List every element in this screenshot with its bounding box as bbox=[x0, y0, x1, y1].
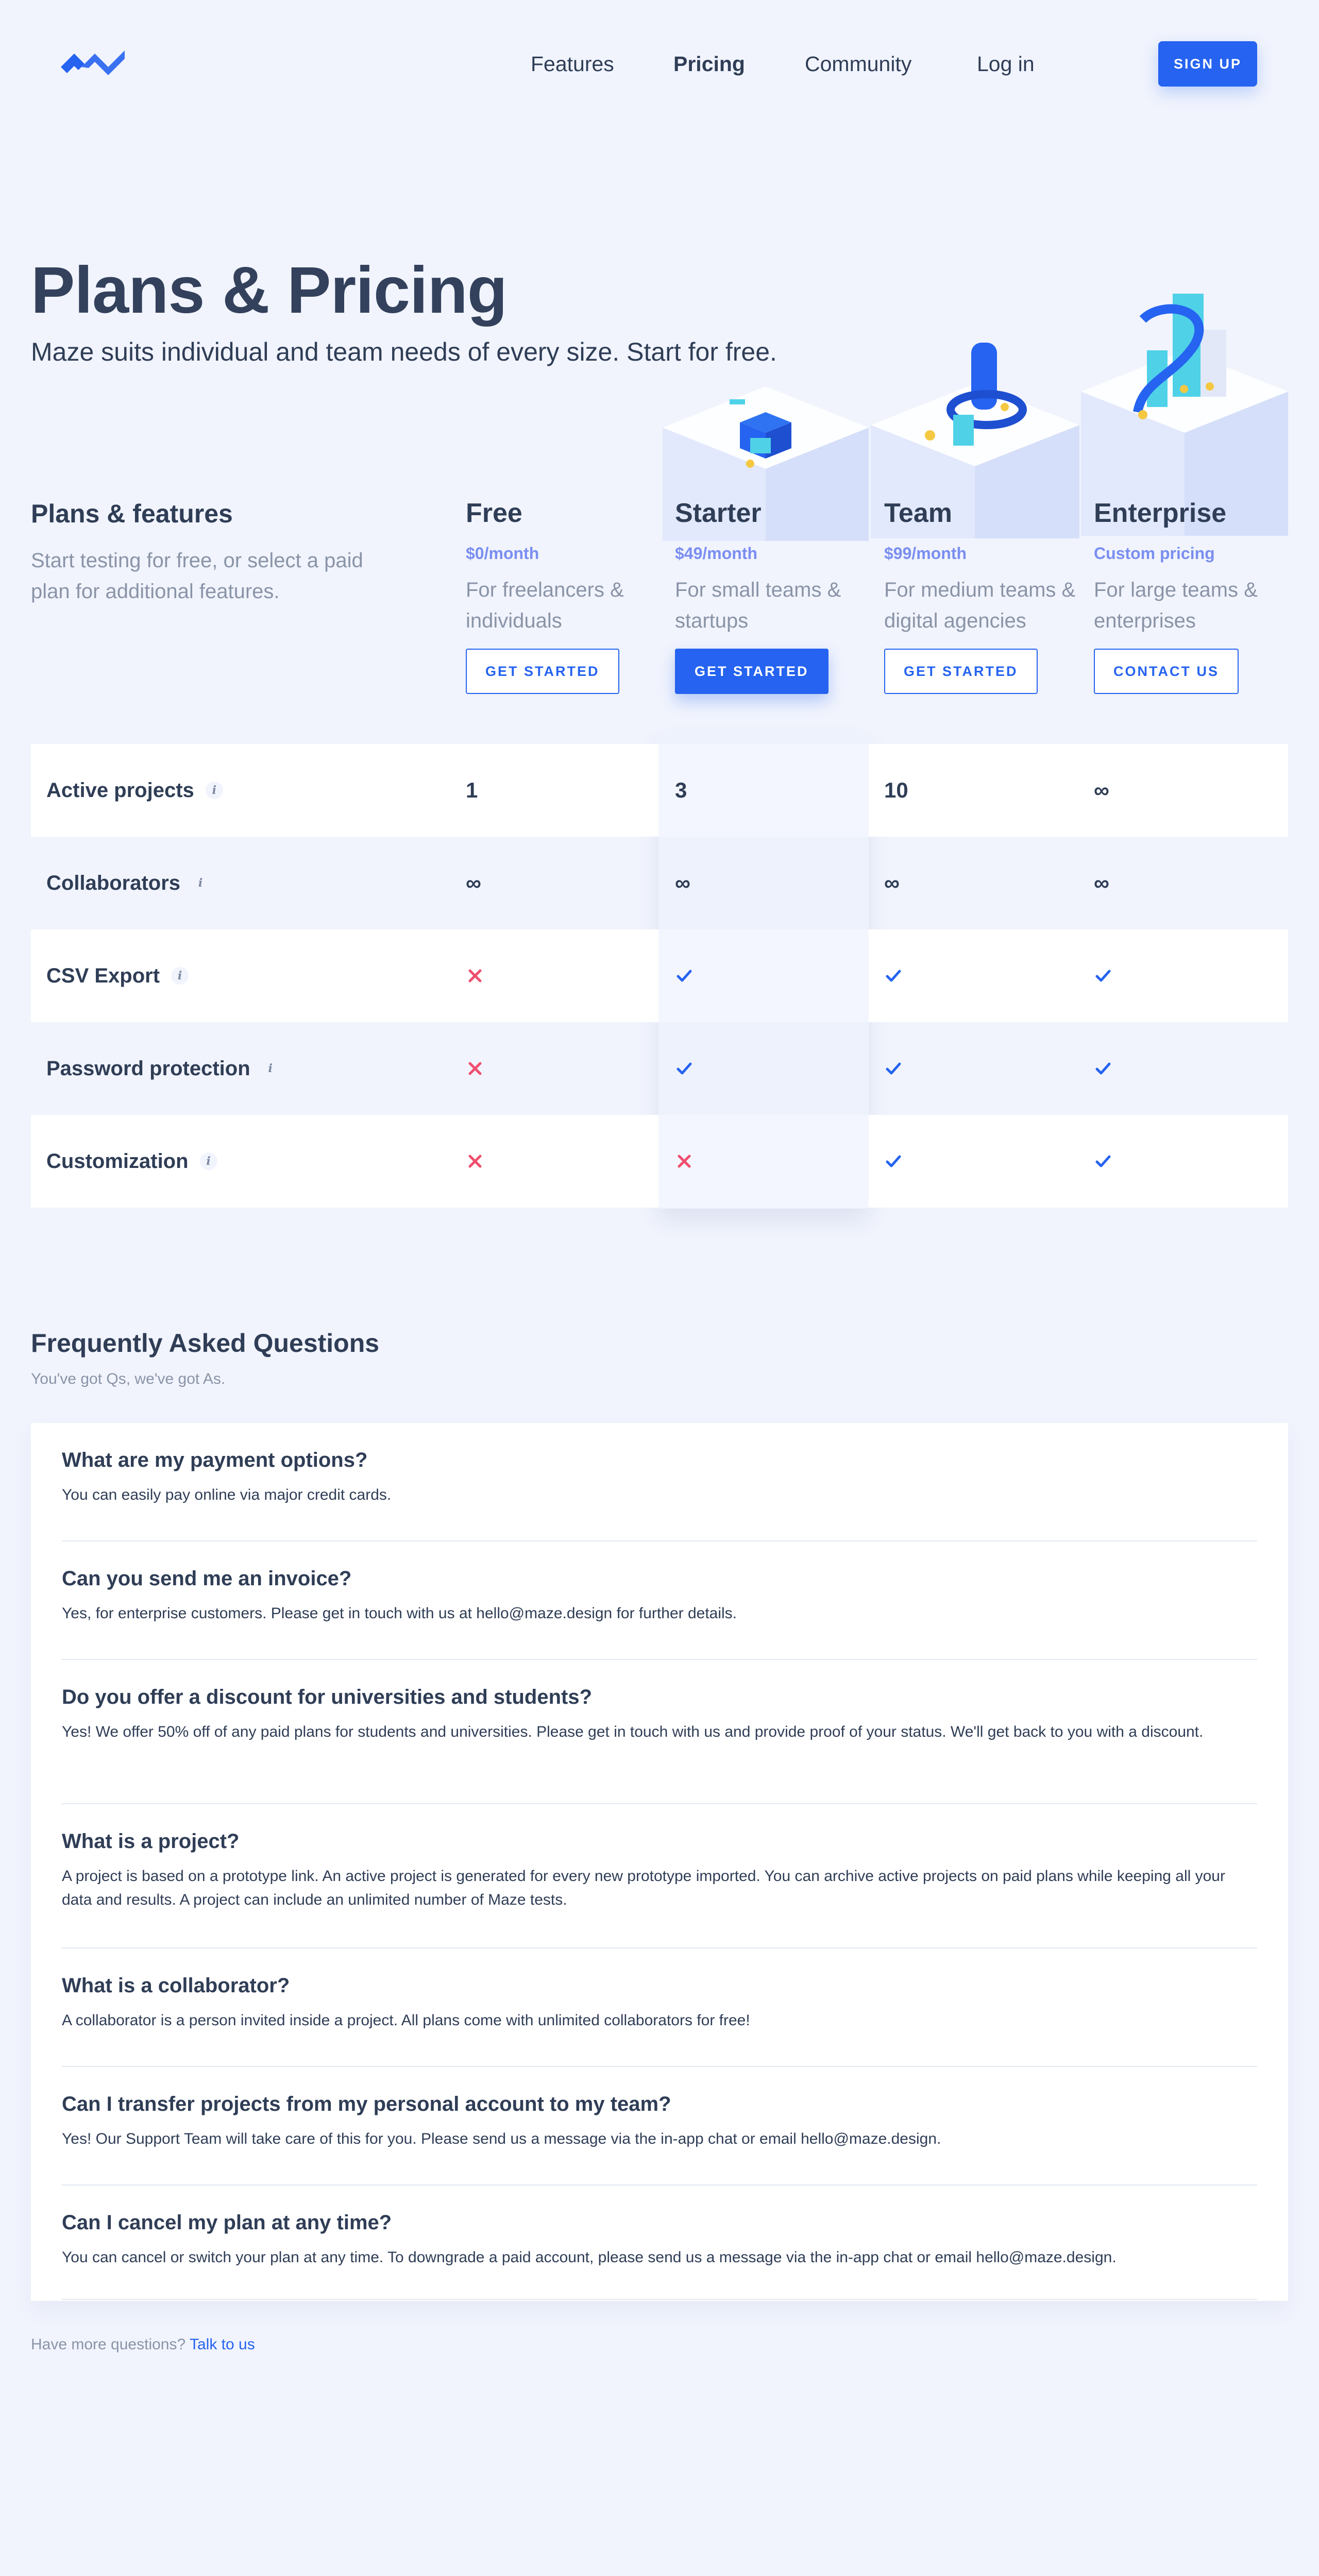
more-questions bbox=[31, 2336, 255, 2353]
faq-divider bbox=[62, 2299, 1257, 2300]
page-title: Plans & Pricing bbox=[31, 253, 507, 327]
check-icon bbox=[1094, 929, 1112, 1022]
faq-item[interactable] bbox=[62, 2093, 1257, 2151]
plan-description: For large teams & enterprises bbox=[1094, 579, 1258, 632]
feature-label-text: Active projects bbox=[46, 778, 194, 802]
plan-price: $49/month bbox=[675, 544, 758, 563]
feature-value: 3 bbox=[675, 778, 687, 802]
nav-pricing[interactable]: Pricing bbox=[673, 52, 745, 76]
check-icon bbox=[1094, 1022, 1112, 1115]
cross-icon bbox=[466, 929, 484, 1022]
faq-question: Can you send me an invoice? bbox=[62, 1567, 352, 1590]
faq-card bbox=[31, 1423, 1288, 2301]
nav-community[interactable]: Community bbox=[805, 52, 912, 76]
faq-item[interactable] bbox=[62, 1830, 1257, 1912]
plan-name: Team bbox=[884, 498, 952, 528]
nav-features[interactable]: Features bbox=[531, 52, 614, 76]
plan-enterprise bbox=[1094, 498, 1295, 694]
feature-label-text: Collaborators bbox=[46, 871, 181, 894]
plan-starter bbox=[675, 498, 876, 694]
feature-value: 1 bbox=[466, 778, 478, 802]
feature-label bbox=[46, 929, 189, 1022]
info-icon[interactable]: i bbox=[171, 967, 189, 985]
plan-description: For freelancers & individuals bbox=[466, 579, 624, 632]
faq-answer: A project is based on a prototype link. An active project is generated for every new prototype imported. You can archive active projects on paid plans while keeping all your data and results. A project can include an unlimited number of Maze tests. bbox=[62, 1868, 1225, 1908]
plan-price: Custom pricing bbox=[1094, 544, 1215, 563]
faq-subtitle: You've got Qs, we've got As. bbox=[31, 1370, 226, 1387]
plan-free-cta-button[interactable]: GET STARTED bbox=[466, 649, 619, 694]
feature-row bbox=[31, 1115, 1288, 1208]
feature-value: ∞ bbox=[1094, 871, 1109, 895]
feature-label bbox=[46, 1115, 217, 1208]
faq-question: Can I transfer projects from my personal account to my team? bbox=[62, 2093, 671, 2115]
plan-team-cta-button[interactable]: GET STARTED bbox=[884, 649, 1038, 694]
plan-enterprise-cta-button[interactable]: CONTACT US bbox=[1094, 649, 1239, 694]
feature-value: ∞ bbox=[884, 871, 900, 895]
feature-label-text: Customization bbox=[46, 1149, 189, 1173]
plan-price: $0/month bbox=[466, 544, 539, 563]
feature-value: ∞ bbox=[1094, 778, 1109, 802]
faq-item[interactable] bbox=[62, 1449, 1257, 1507]
faq-answer: You can cancel or switch your plan at any time. To downgrade a paid account, please send us a message via the in-app chat or email hello@maze.design. bbox=[62, 2249, 1117, 2266]
faq-question: What are my payment options? bbox=[62, 1449, 368, 1471]
maze-logo[interactable] bbox=[61, 47, 125, 80]
nav-login[interactable]: Log in bbox=[977, 52, 1035, 76]
faq-item[interactable] bbox=[62, 1974, 1257, 2032]
faq-question: What is a project? bbox=[62, 1830, 240, 1853]
plan-starter-cta-button[interactable]: GET STARTED bbox=[675, 649, 828, 694]
check-icon bbox=[884, 929, 903, 1022]
info-icon[interactable]: i bbox=[206, 782, 223, 799]
check-icon bbox=[675, 929, 694, 1022]
feature-value: ∞ bbox=[466, 871, 481, 895]
feature-label bbox=[46, 744, 223, 837]
faq-question: What is a collaborator? bbox=[62, 1974, 290, 1997]
cross-icon bbox=[466, 1022, 484, 1115]
faq-item[interactable] bbox=[62, 1686, 1257, 1744]
plan-price: $99/month bbox=[884, 544, 967, 563]
faq-divider bbox=[62, 1659, 1257, 1660]
faq-question: Do you offer a discount for universities and students? bbox=[62, 1686, 593, 1708]
cross-icon bbox=[675, 1115, 694, 1208]
faq-answer: Yes! We offer 50% off of any paid plans for students and universities. Please get in touch with us and provide proof of your status. We'll get back to you with a discount. bbox=[62, 1723, 1204, 1740]
feature-label-text: CSV Export bbox=[46, 964, 160, 987]
starter-column-cell bbox=[658, 744, 869, 837]
plans-features-title: Plans & features bbox=[31, 499, 233, 528]
faq-divider bbox=[62, 2184, 1257, 2185]
faq-answer: You can easily pay online via major credit cards. bbox=[62, 1486, 392, 1503]
plan-description: For small teams & startups bbox=[675, 579, 841, 632]
faq-answer: Yes, for enterprise customers. Please get in touch with us at hello@maze.design for further details. bbox=[62, 1605, 737, 1622]
plan-name: Enterprise bbox=[1094, 498, 1227, 528]
feature-label bbox=[46, 837, 209, 929]
plan-team bbox=[884, 498, 1085, 694]
feature-row bbox=[31, 837, 1288, 929]
feature-value: ∞ bbox=[675, 871, 690, 895]
feature-label-text: Password protection bbox=[46, 1057, 250, 1080]
info-icon[interactable]: i bbox=[192, 874, 209, 892]
feature-row bbox=[31, 1022, 1288, 1115]
more-questions-text: Have more questions? bbox=[31, 2336, 186, 2353]
check-icon bbox=[675, 1022, 694, 1115]
feature-label bbox=[46, 1022, 279, 1115]
faq-answer: A collaborator is a person invited inside a project. All plans come with unlimited collaborators for free! bbox=[62, 2012, 750, 2029]
faq-divider bbox=[62, 1540, 1257, 1541]
faq-item[interactable] bbox=[62, 2211, 1257, 2269]
feature-row bbox=[31, 744, 1288, 837]
plan-free bbox=[466, 498, 667, 694]
feature-row bbox=[31, 929, 1288, 1022]
plans-features-description: Start testing for free, or select a paid plan for additional features. bbox=[31, 549, 363, 603]
faq-divider bbox=[62, 1803, 1257, 1804]
signup-button[interactable]: SIGN UP bbox=[1158, 41, 1257, 87]
check-icon bbox=[1094, 1115, 1112, 1208]
plan-name: Starter bbox=[675, 498, 762, 528]
check-icon bbox=[884, 1022, 903, 1115]
plan-description: For medium teams & digital agencies bbox=[884, 579, 1076, 632]
faq-divider bbox=[62, 1947, 1257, 1948]
cross-icon bbox=[466, 1115, 484, 1208]
feature-value: 10 bbox=[884, 778, 908, 802]
info-icon[interactable]: i bbox=[262, 1060, 279, 1077]
faq-title: Frequently Asked Questions bbox=[31, 1329, 380, 1358]
talk-to-us-link[interactable]: Talk to us bbox=[189, 2336, 255, 2353]
faq-item[interactable] bbox=[62, 1567, 1257, 1625]
faq-answer: Yes! Our Support Team will take care of this for you. Please send us a message via the in-app chat or email hello@maze.design. bbox=[62, 2130, 941, 2147]
faq-divider bbox=[62, 2066, 1257, 2067]
info-icon[interactable]: i bbox=[200, 1153, 217, 1170]
check-icon bbox=[884, 1115, 903, 1208]
plan-name: Free bbox=[466, 498, 522, 528]
page-subtitle: Maze suits individual and team needs of every size. Start for free. bbox=[31, 337, 777, 366]
faq-question: Can I cancel my plan at any time? bbox=[62, 2211, 392, 2234]
